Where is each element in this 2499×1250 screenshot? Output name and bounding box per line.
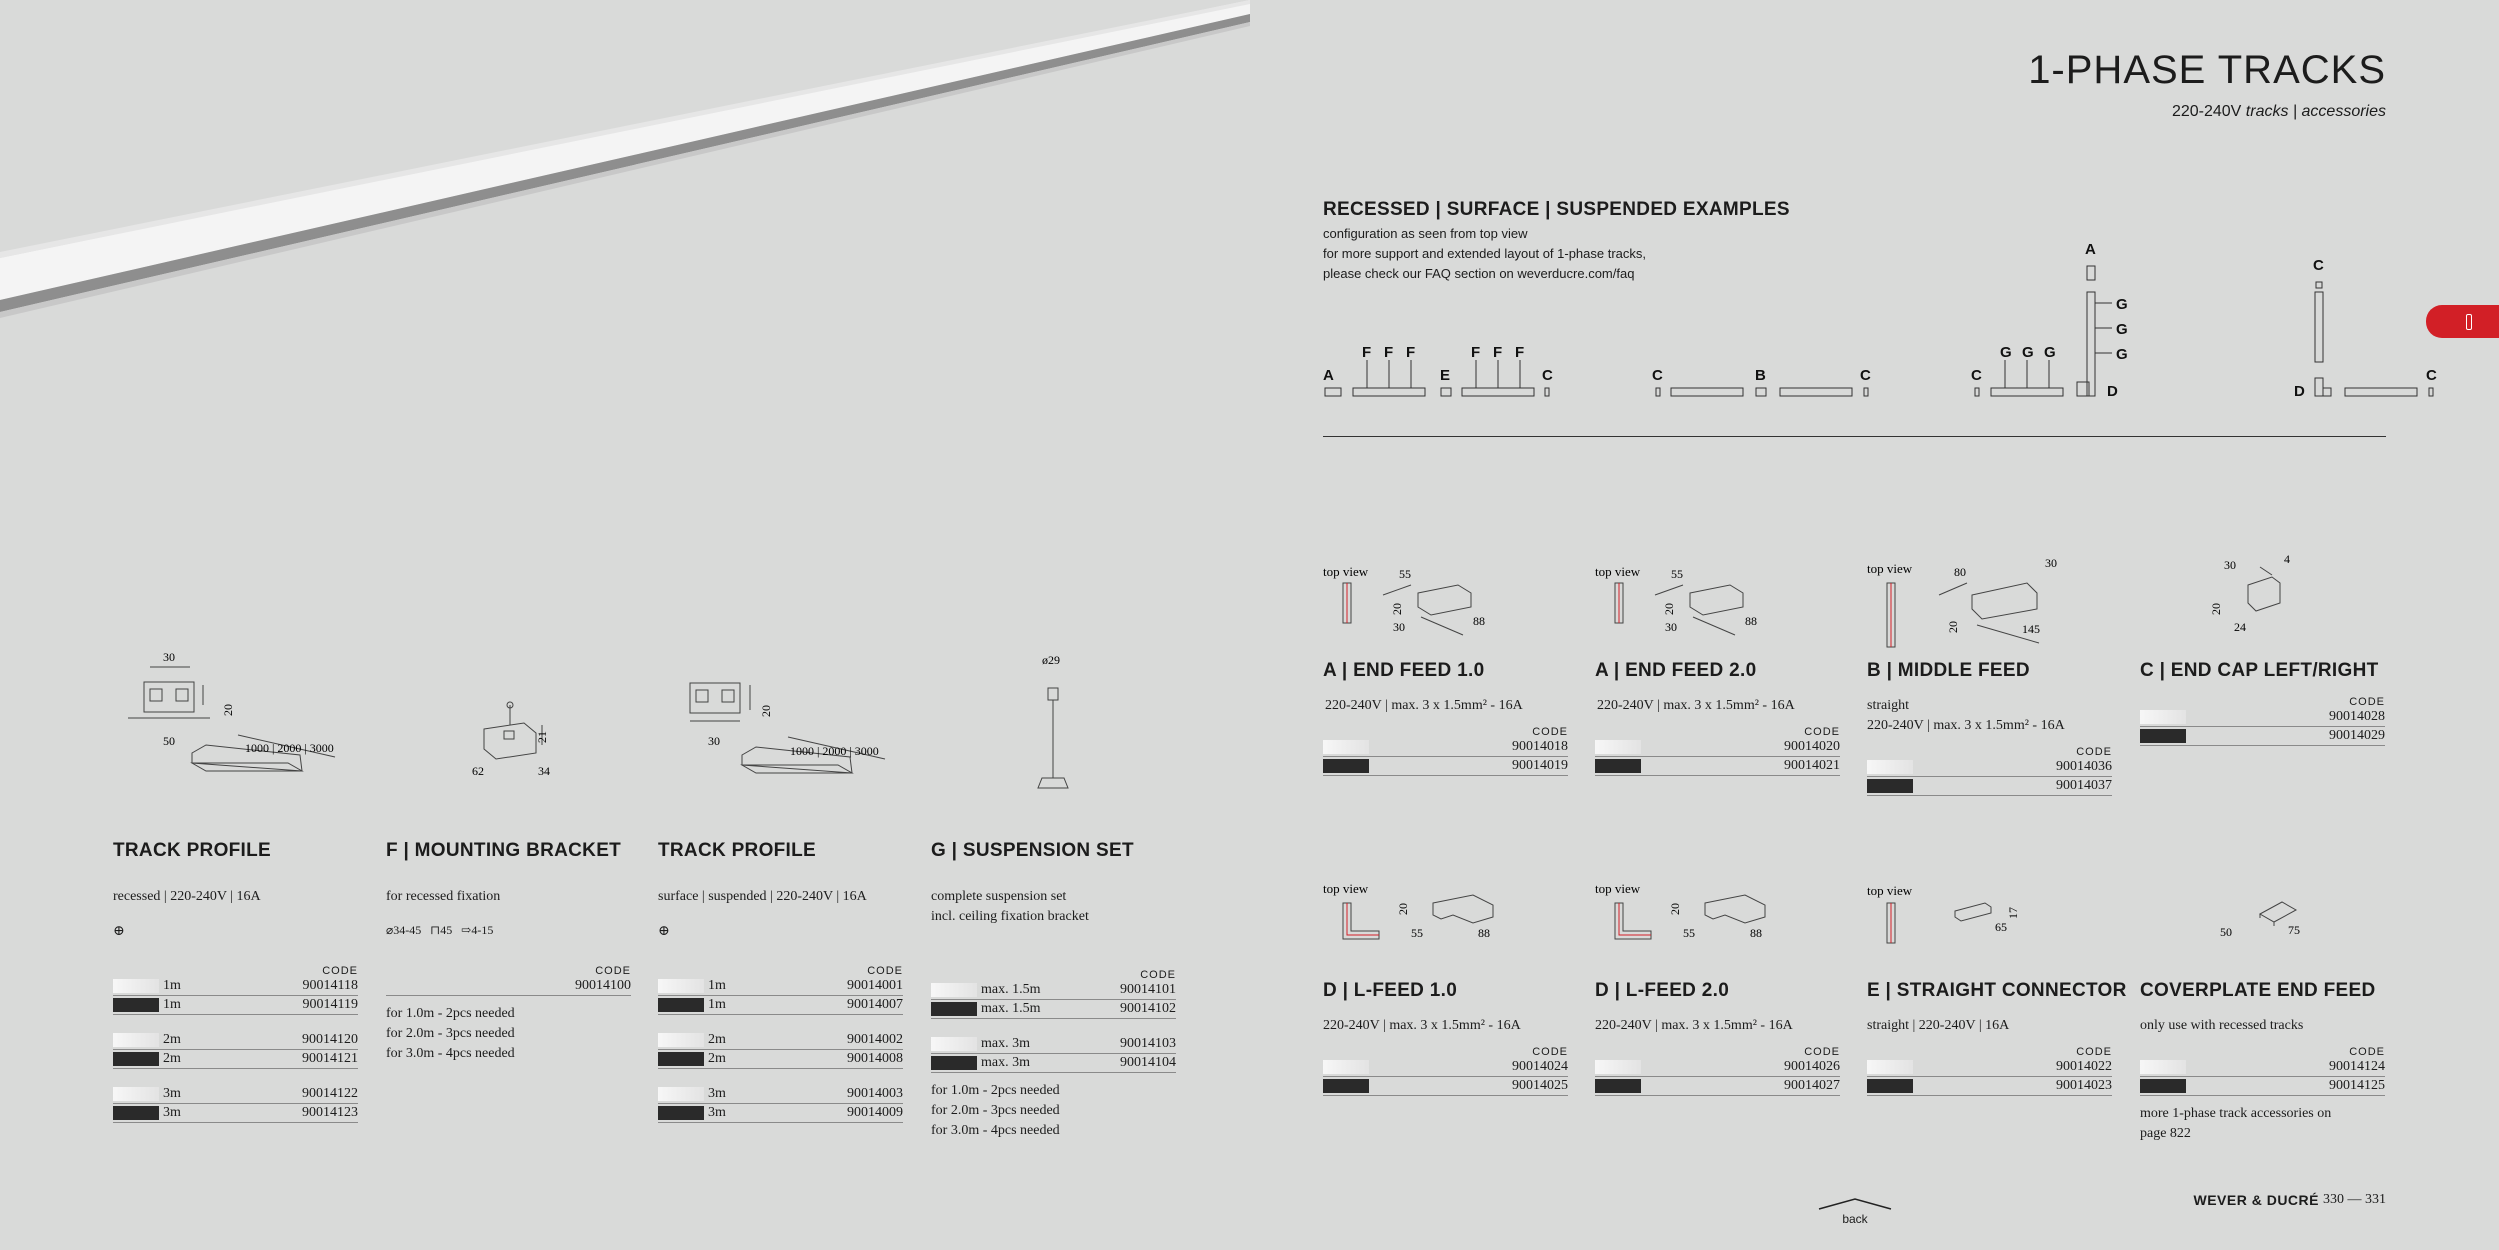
ex-label-d: D [2107, 383, 2118, 400]
product-track-recessed [113, 840, 358, 1123]
table-row: 2m 90014121 [113, 1050, 358, 1069]
table-row: 90014028 [2140, 708, 2385, 727]
table-row: max. 3m 90014104 [931, 1054, 1176, 1073]
dim-w: 30 [708, 734, 720, 748]
dim: 20 [1390, 603, 1404, 615]
l-feed-2-drawing [1595, 875, 1835, 965]
dim-d: 34 [538, 764, 550, 778]
table-row: 2m 90014120 [113, 1031, 358, 1050]
code-header: CODE [1532, 1046, 1568, 1058]
table-row: 3m 90014122 [113, 1085, 358, 1104]
ex-label-b: B [1755, 367, 1766, 384]
dim: 55 [1671, 567, 1683, 581]
table-row: 90014020 [1595, 738, 1840, 757]
dim: 88 [1750, 926, 1762, 940]
back-button[interactable] [1817, 1197, 1893, 1226]
depth-icon: ⊓ [430, 923, 441, 937]
thickness-icon: ⇨ [461, 923, 472, 937]
dim-length: 1000 | 2000 | 3000 [790, 744, 879, 758]
straight-connector-drawing [1867, 875, 2107, 965]
product-title: F | MOUNTING BRACKET [386, 840, 622, 861]
product-straight-connector [1867, 980, 2127, 1096]
examples-line: configuration as seen from top view [1323, 226, 1528, 241]
code-header: CODE [2349, 696, 2385, 708]
table-row: 2m 90014002 [658, 1031, 903, 1050]
end-cap-drawing [2200, 545, 2320, 645]
dim-b: 50 [163, 734, 175, 748]
table-row: 1m 90014007 [658, 996, 903, 1015]
ex-label-c: C [1860, 367, 1871, 384]
examples-diagram [1315, 230, 2437, 410]
notes: more 1-phase track accessories on page 822 [2140, 1106, 2332, 1141]
table-row: 90014125 [2140, 1077, 2385, 1096]
surface-icon: ⊕ [658, 924, 670, 939]
code-header: CODE [2076, 1046, 2112, 1058]
ex-label-d: D [2294, 383, 2305, 400]
mounting-bracket-drawing [450, 695, 600, 795]
table-row: 90014124 [2140, 1058, 2385, 1077]
product-desc: surface | suspended | 220-240V | 16A [658, 889, 867, 904]
product-l-feed-1 [1323, 980, 1568, 1096]
dim: 50 [2220, 925, 2232, 939]
code-header: CODE [2349, 1046, 2385, 1058]
product-title: E | STRAIGHT CONNECTOR [1867, 980, 2127, 1001]
dim: 20 [2209, 603, 2223, 615]
dim: 24 [2234, 620, 2246, 634]
product-title: COVERPLATE END FEED [2140, 980, 2376, 1001]
end-feed-1-drawing [1323, 555, 1563, 645]
ex-label-f: F [1384, 344, 1394, 361]
table-row: 1m 90014119 [113, 996, 358, 1015]
dim: 145 [2022, 622, 2040, 636]
ex-label-c: C [1971, 367, 1982, 384]
ceiling-cutout-icon: ⌀ [386, 923, 394, 937]
examples-line: please check our FAQ section on weverducre.com/faq [1323, 266, 1635, 281]
section-divider [1323, 436, 2386, 437]
color-swatch-white [113, 1033, 159, 1047]
table-row: 90014021 [1595, 757, 1840, 776]
color-swatch-white [113, 1087, 159, 1101]
table-row: 90014025 [1323, 1077, 1568, 1096]
product-title: A | END FEED 1.0 [1323, 660, 1485, 681]
product-title: A | END FEED 2.0 [1595, 660, 1757, 681]
table-row: 90014022 [1867, 1058, 2112, 1077]
dim: 17 [2006, 907, 2020, 919]
subtitle-voltage: 220-240V [2171, 103, 2242, 120]
product-coverplate [2140, 980, 2385, 1144]
product-desc: only use with recessed tracks [2140, 1018, 2304, 1033]
top-view-label: top view [1323, 881, 1369, 896]
ex-label-c: C [2426, 367, 2437, 384]
table-row: 3m 90014123 [113, 1104, 358, 1123]
product-title: B | MIDDLE FEED [1867, 660, 2030, 681]
ex-label-g: G [2116, 321, 2128, 338]
code-header: CODE [595, 965, 631, 977]
dim: 55 [1411, 926, 1423, 940]
dim: 30 [2224, 558, 2236, 572]
ex-label-a: A [2085, 241, 2096, 258]
code-header: CODE [1804, 1046, 1840, 1058]
dim: 30 [2045, 556, 2057, 570]
table-row: 1m 90014118 [113, 977, 358, 996]
table-row: 1m 90014001 [658, 977, 903, 996]
table-row: 90014023 [1867, 1077, 2112, 1096]
product-middle-feed [1867, 660, 2112, 796]
dim: 88 [1478, 926, 1490, 940]
ex-label-a: A [1323, 367, 1334, 384]
dim: 4 [2284, 552, 2290, 566]
table-row: 2m 90014008 [658, 1050, 903, 1069]
dim-length: 1000 | 2000 | 3000 [245, 741, 334, 755]
examples-line: for more support and extended layout of 1-phase tracks, [1323, 246, 1647, 261]
dim: 80 [1954, 565, 1966, 579]
track-surface-drawing [680, 665, 930, 815]
page-subtitle [2172, 103, 2386, 121]
product-end-feed-1 [1323, 660, 1568, 776]
product-title: TRACK PROFILE [658, 840, 817, 861]
code-header: CODE [867, 965, 903, 977]
top-view-label: top view [1595, 881, 1641, 896]
code-header: CODE [2076, 746, 2112, 758]
dim: 30 [1665, 620, 1677, 634]
dim-h: 21 [535, 731, 549, 743]
ex-label-g: G [2116, 346, 2128, 363]
notes: for 1.0m - 2pcs needed for 2.0m - 3pcs needed for 3.0m - 4pcs needed [931, 1083, 1060, 1138]
ex-label-c: C [1652, 367, 1663, 384]
dim: 88 [1745, 614, 1757, 628]
table-row: max. 1.5m 90014102 [931, 1000, 1176, 1019]
product-title: C | END CAP LEFT/RIGHT [2140, 660, 2379, 681]
ex-label-g: G [2022, 344, 2034, 361]
back-label: back [1842, 1212, 1868, 1226]
page-numbers: 330 — 331 [2323, 1192, 2386, 1207]
dim-w: 30 [163, 650, 175, 664]
dim-w: 62 [472, 764, 484, 778]
product-end-feed-2 [1595, 660, 1840, 776]
product-desc: recessed | 220-240V | 16A [113, 889, 261, 904]
product-desc: 220-240V | max. 3 x 1.5mm² - 16A [1595, 1018, 1793, 1033]
installation-icons: ⌀34-45 ⊓45 ⇨4-15 [386, 923, 494, 937]
product-desc: for recessed fixation [386, 889, 501, 904]
dim-diameter: ø29 [1042, 653, 1060, 667]
dim: 20 [1662, 603, 1676, 615]
code-header: CODE [1140, 969, 1176, 981]
notes: for 1.0m - 2pcs needed for 2.0m - 3pcs needed for 3.0m - 4pcs needed [386, 1006, 515, 1061]
table-row: 90014026 [1595, 1058, 1840, 1077]
examples-title: RECESSED | SURFACE | SUSPENDED EXAMPLES [1323, 199, 1790, 220]
table-row: 90014027 [1595, 1077, 1840, 1096]
product-desc: complete suspension set incl. ceiling fixation bracket [931, 889, 1089, 924]
ex-label-e: E [1440, 367, 1451, 384]
code-header: CODE [1804, 726, 1840, 738]
dim-h: 20 [759, 705, 773, 717]
track-hero-image [0, 0, 1250, 330]
back-arrow-icon [1817, 1197, 1893, 1211]
product-desc: 220-240V | max. 3 x 1.5mm² - 16A [1323, 1018, 1521, 1033]
product-title: D | L-FEED 2.0 [1595, 980, 1730, 1001]
product-track-surface [658, 840, 903, 1123]
product-desc: 220-240V | max. 3 x 1.5mm² - 16A [1325, 698, 1523, 713]
dim: 20 [1396, 903, 1410, 915]
end-feed-2-drawing [1595, 555, 1835, 645]
dim: 65 [1995, 920, 2007, 934]
top-view-label: top view [1867, 561, 1913, 576]
color-swatch-black [113, 1052, 159, 1066]
table-row: 90014029 [2140, 727, 2385, 746]
ex-label-f: F [1406, 344, 1416, 361]
table-row: max. 1.5m 90014101 [931, 981, 1176, 1000]
ex-label-f: F [1515, 344, 1525, 361]
dim: 30 [1393, 620, 1405, 634]
dim: 75 [2288, 923, 2300, 937]
ex-label-c: C [2313, 257, 2324, 274]
dim-h: 20 [221, 704, 235, 716]
product-mounting-bracket [386, 840, 631, 1064]
product-title: D | L-FEED 1.0 [1323, 980, 1458, 1001]
dim: 88 [1473, 614, 1485, 628]
product-desc: straight 220-240V | max. 3 x 1.5mm² - 16A [1867, 698, 2065, 733]
page-title: 1-PHASE TRACKS [2028, 48, 2386, 92]
ex-label-g: G [2000, 344, 2012, 361]
dim: 20 [1668, 903, 1682, 915]
bookmark-icon [2466, 314, 2472, 330]
track-recessed-drawing [110, 645, 360, 795]
top-view-label: top view [1323, 564, 1369, 579]
table-row: 90014018 [1323, 738, 1568, 757]
table-row: 3m 90014009 [658, 1104, 903, 1123]
code-header: CODE [322, 965, 358, 977]
color-swatch-white [113, 979, 159, 993]
color-swatch-black [113, 1106, 159, 1120]
table-row: max. 3m 90014103 [931, 1035, 1176, 1054]
ex-label-c: C [1542, 367, 1553, 384]
product-l-feed-2 [1595, 980, 1840, 1096]
subtitle-text: tracks | accessories [2245, 103, 2386, 120]
product-desc: 220-240V | max. 3 x 1.5mm² - 16A [1597, 698, 1795, 713]
dim: 55 [1683, 926, 1695, 940]
product-end-cap [2140, 660, 2385, 746]
ex-label-f: F [1471, 344, 1481, 361]
table-row: 90014019 [1323, 757, 1568, 776]
ex-label-g: G [2044, 344, 2056, 361]
top-view-label: top view [1867, 883, 1913, 898]
ex-label-f: F [1362, 344, 1372, 361]
table-row: 90014036 [1867, 758, 2112, 777]
suspension-set-drawing [1020, 650, 1090, 800]
table-row: 90014100 [386, 977, 631, 996]
side-tab[interactable] [2426, 305, 2499, 338]
table-row: 90014024 [1323, 1058, 1568, 1077]
table-row: 90014037 [1867, 777, 2112, 796]
middle-feed-drawing [1867, 553, 2107, 653]
ex-label-f: F [1493, 344, 1503, 361]
product-suspension-set [931, 840, 1176, 1141]
l-feed-1-drawing [1323, 875, 1563, 965]
product-title: G | SUSPENSION SET [931, 840, 1134, 861]
top-view-label: top view [1595, 564, 1641, 579]
coverplate-drawing [2200, 880, 2320, 960]
table-row: 3m 90014003 [658, 1085, 903, 1104]
recessed-icon: ⊕ [113, 924, 125, 939]
color-swatch-black [113, 998, 159, 1012]
product-title: TRACK PROFILE [113, 840, 272, 861]
code-header: CODE [1532, 726, 1568, 738]
dim: 20 [1946, 621, 1960, 633]
product-desc: straight | 220-240V | 16A [1867, 1018, 2010, 1033]
ex-label-g: G [2116, 296, 2128, 313]
brand-name: WEVER & DUCRÉ [2193, 1192, 2319, 1208]
dim: 55 [1399, 567, 1411, 581]
